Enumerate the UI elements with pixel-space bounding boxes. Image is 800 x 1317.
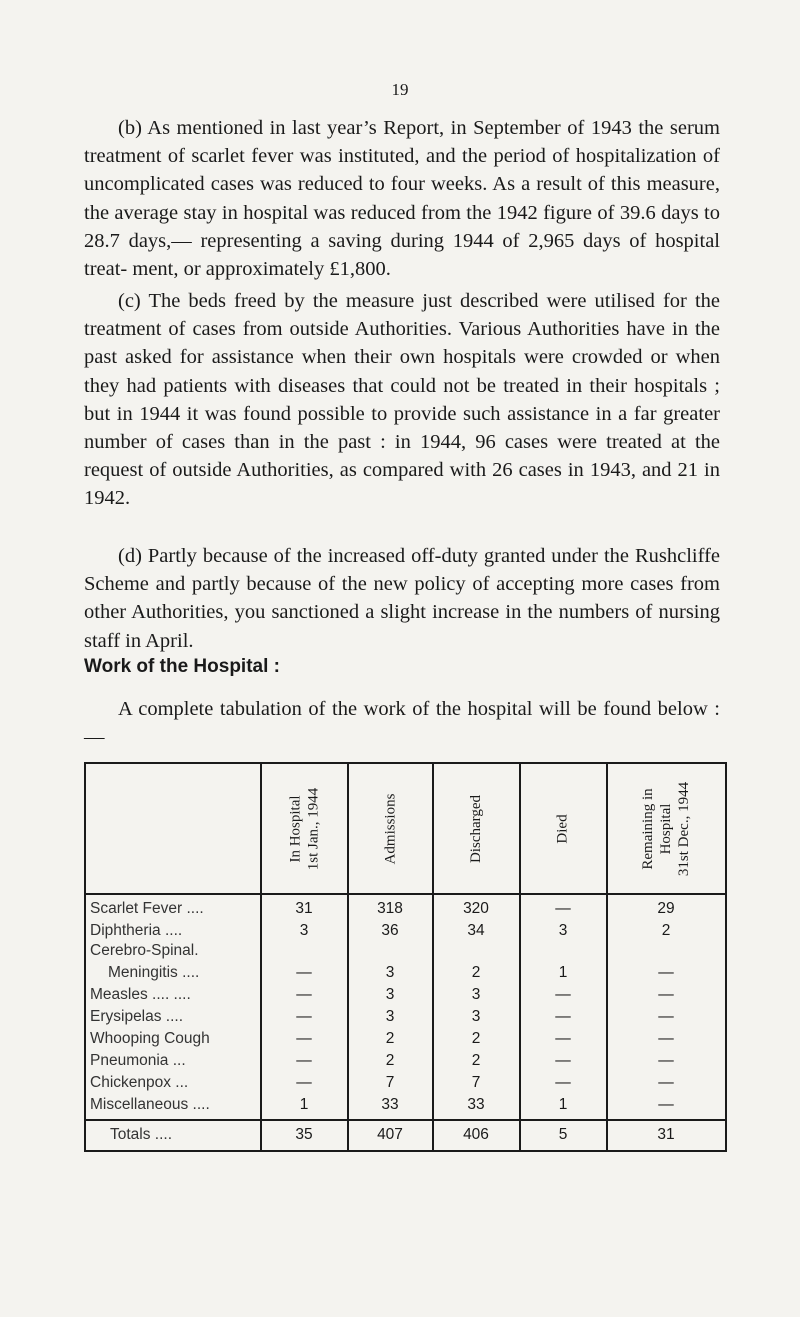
cell-remaining: — — [658, 1074, 674, 1091]
cell-discharged: 7 — [471, 1074, 481, 1091]
table-continuation — [86, 1030, 726, 1040]
paragraph-c: (c) The beds freed by the measure just described were utilised for the treatment of cases from outside Authorities. Various Authorities have in the past asked for assistance when their own hospitals were crowded or when they had patients with diseases that could not be treated in their hospitals ; but in 1944 it was found possible to provide such assistance in a far greater number of cases than in the past : in 1944, 96 cases were treated at the request of outside Authorities, as compared with 26 cases in 1943, and 21 in 1942. — [84, 290, 720, 510]
total-remaining: 31 — [657, 1126, 675, 1143]
header-remaining-line1: Remaining in — [640, 788, 656, 870]
cell-died: — — [555, 1052, 571, 1069]
cell-in-hospital: — — [296, 964, 312, 981]
table-bottom-rule — [86, 1150, 726, 1152]
cell-discharged: 2 — [471, 1052, 481, 1069]
total-died: 5 — [558, 1126, 568, 1143]
cell-admissions: 36 — [381, 922, 399, 939]
cell-discharged: 2 — [471, 964, 481, 981]
cell-in-hospital: — — [296, 1008, 312, 1025]
page-number: 19 — [391, 80, 409, 99]
table-row — [86, 1096, 726, 1118]
cell-discharged: 3 — [471, 986, 481, 1003]
paragraph-d: (d) Partly because of the increased off-duty granted under the Rushcliffe Scheme and partly because of the new policy of accepting more cases from other Authorities, you sanctioned a slight increase in the numbers of nursing staff in April. — [84, 545, 720, 652]
row-label: Erysipelas .... — [90, 1008, 184, 1025]
hospital-work-table — [86, 762, 726, 1152]
header-remaining-line2: Hospital — [658, 803, 674, 855]
total-discharged: 406 — [463, 1126, 489, 1143]
cell-died: — — [555, 986, 571, 1003]
cell-remaining: — — [658, 1052, 674, 1069]
total-in-hospital: 35 — [295, 1126, 313, 1143]
table-row — [86, 922, 726, 944]
cell-died: — — [555, 1030, 571, 1047]
row-label: Chickenpox ... — [90, 1074, 189, 1091]
row-label: Cerebro-Spinal. — [90, 942, 199, 959]
cell-discharged: 33 — [467, 1096, 485, 1113]
header-died — [523, 784, 603, 874]
header-discharged — [436, 784, 516, 874]
cell-discharged: 3 — [471, 1008, 481, 1025]
header-remaining-line3: 31st Dec., 1944 — [676, 781, 692, 877]
cell-remaining: — — [658, 1030, 674, 1047]
header-in-hospital-line2: 1st Jan., 1944 — [305, 787, 321, 871]
cell-in-hospital: — — [296, 1030, 312, 1047]
cell-remaining: — — [658, 1008, 674, 1025]
row-label: Scarlet Fever .... — [90, 900, 204, 917]
section-heading: Work of the Hospital : — [84, 656, 280, 677]
cell-remaining: 29 — [657, 900, 675, 917]
cell-admissions: 3 — [385, 1008, 395, 1025]
table-row — [86, 964, 726, 986]
table-row — [86, 1052, 726, 1074]
cell-died: 1 — [558, 1096, 568, 1113]
cell-admissions: 33 — [381, 1096, 399, 1113]
table-row — [86, 1008, 726, 1030]
cell-discharged: 2 — [471, 1030, 481, 1047]
cell-discharged: 320 — [463, 900, 489, 917]
row-label: Measles .... .... — [90, 986, 191, 1003]
cell-admissions: 318 — [377, 900, 403, 917]
totals-row — [86, 1126, 726, 1148]
cell-died: — — [555, 900, 571, 917]
cell-remaining: — — [658, 964, 674, 981]
header-discharged-text: Discharged — [467, 794, 484, 864]
cell-admissions: 2 — [385, 1052, 395, 1069]
cell-admissions: 3 — [385, 986, 395, 1003]
table-top-rule — [86, 762, 726, 764]
cell-admissions: 3 — [385, 964, 395, 981]
header-admissions-text: Admissions — [381, 793, 398, 865]
table-row — [86, 1074, 726, 1096]
cell-died: 3 — [558, 922, 568, 939]
header-remaining — [626, 781, 706, 877]
header-in-hospital — [264, 784, 344, 874]
cell-discharged: 34 — [467, 922, 485, 939]
intro-paragraph: A complete tabulation of the work of the hospital will be found below :— — [84, 698, 720, 749]
totals-label: Totals .... — [110, 1126, 173, 1143]
cell-in-hospital: 31 — [295, 900, 313, 917]
header-admissions — [350, 784, 430, 874]
cell-in-hospital: — — [296, 1074, 312, 1091]
header-bottom-rule — [86, 893, 726, 895]
cell-died: 1 — [558, 964, 568, 981]
table-row — [86, 900, 726, 922]
row-label: Miscellaneous .... — [90, 1096, 210, 1113]
cell-died: — — [555, 1008, 571, 1025]
cell-died: — — [555, 1074, 571, 1091]
table-row — [86, 986, 726, 1008]
table-row — [86, 942, 726, 964]
cell-in-hospital: — — [296, 1052, 312, 1069]
cell-remaining: — — [658, 1096, 674, 1113]
cell-in-hospital: 3 — [299, 922, 309, 939]
cell-remaining: 2 — [661, 922, 671, 939]
cell-in-hospital: 1 — [299, 1096, 309, 1113]
cell-in-hospital: — — [296, 986, 312, 1003]
total-admissions: 407 — [377, 1126, 403, 1143]
paragraph-b: (b) As mentioned in last year’s Report, in September of 1943 the serum treatment of scarlet fever was instituted, and the period of hospitalization of uncomplicated cases was reduced to four weeks. As a result of this measure, the average stay in hospital was reduced from the 1942 figure of 39.6 days to 28.7 days,— representing a saving during 1944 of 2,965 days of hospital treat- ment, or approximately £1,800. — [84, 117, 720, 281]
row-label: Diphtheria .... — [90, 922, 183, 939]
row-label: Meningitis .... — [108, 964, 200, 981]
header-died-text: Died — [554, 814, 571, 844]
totals-top-rule — [86, 1119, 726, 1121]
row-label: Pneumonia ... — [90, 1052, 186, 1069]
row-label: Whooping Cough — [90, 1030, 210, 1047]
cell-admissions: 2 — [385, 1030, 395, 1047]
cell-remaining: — — [658, 986, 674, 1003]
header-in-hospital-line1: In Hospital — [287, 795, 303, 863]
cell-admissions: 7 — [385, 1074, 395, 1091]
